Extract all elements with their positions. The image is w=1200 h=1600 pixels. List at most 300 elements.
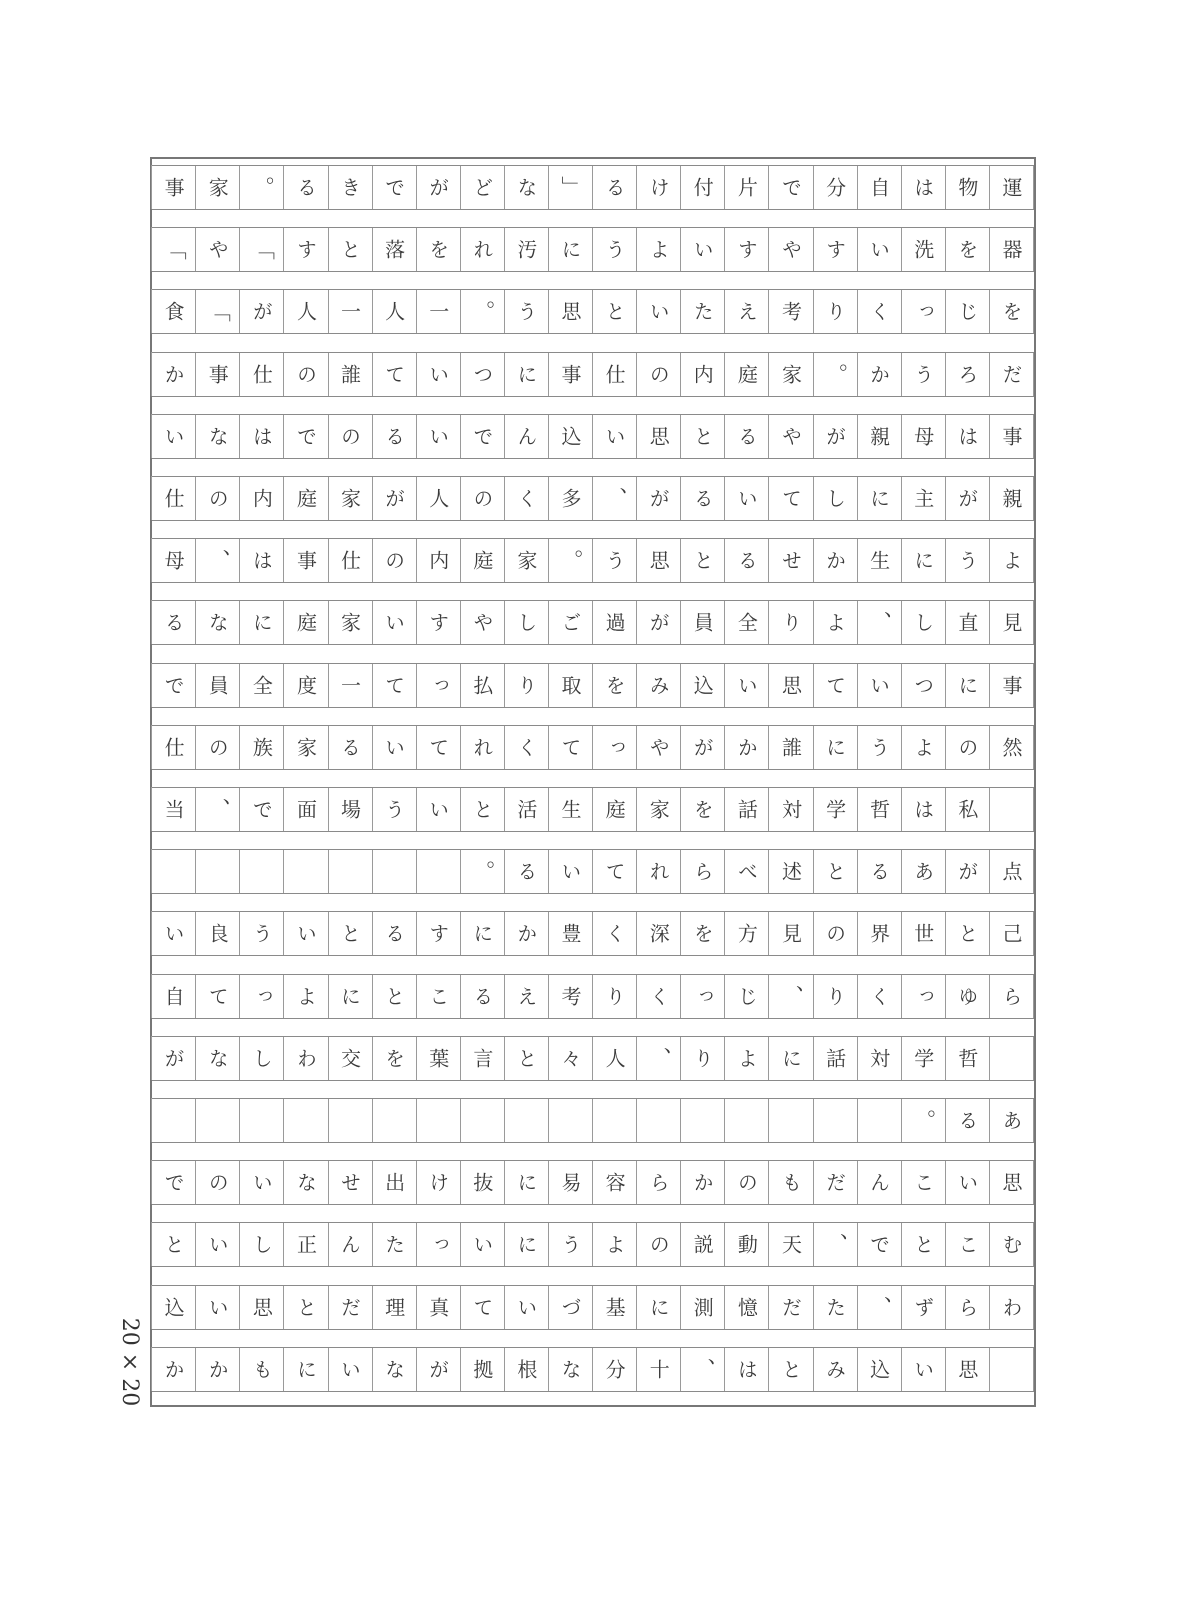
grid-cell: ご (548, 600, 593, 644)
grid-cell: 庭 (592, 787, 637, 831)
grid-cell: 、 (813, 1222, 858, 1266)
grid-cell: 内 (680, 352, 725, 396)
grid-cell: 。 (548, 538, 593, 582)
grid-cell: し (239, 1222, 284, 1266)
grid-cell: こ (416, 974, 461, 1018)
grid-line (152, 396, 1034, 397)
grid-cell: て (372, 352, 417, 396)
grid-cell (372, 1098, 417, 1142)
grid-cell: し (813, 476, 858, 520)
grid-cell: 界 (857, 911, 902, 955)
grid-cell: か (151, 1347, 196, 1391)
grid-row (152, 911, 1034, 955)
grid-cell: 言 (460, 1036, 505, 1080)
grid-line (152, 769, 1034, 770)
grid-cell: あ (989, 1098, 1034, 1142)
grid-cell: い (857, 227, 902, 271)
grid-cell: が (416, 1347, 461, 1391)
grid-cell: 、 (195, 538, 240, 582)
grid-cell (239, 849, 284, 893)
grid-cell: 。 (460, 289, 505, 333)
grid-cell: の (195, 476, 240, 520)
grid-cell: 交 (328, 1036, 373, 1080)
grid-cell: で (151, 663, 196, 707)
grid-cell: 全 (239, 663, 284, 707)
grid-cell: う (592, 227, 637, 271)
grid-cell: た (813, 1285, 858, 1329)
grid-cell: 仕 (239, 352, 284, 396)
grid-cell (372, 849, 417, 893)
grid-cell: れ (460, 227, 505, 271)
grid-cell: す (813, 227, 858, 271)
grid-cell: 払 (460, 663, 505, 707)
grid-cell: の (328, 414, 373, 458)
grid-cell: て (460, 1285, 505, 1329)
grid-cell: 家 (636, 787, 681, 831)
grid-cell (239, 1098, 284, 1142)
grid-line (152, 520, 1034, 521)
grid-cell: 思 (636, 538, 681, 582)
grid-line (152, 1391, 1034, 1392)
grid-cell: わ (989, 1285, 1034, 1329)
grid-cell: だ (768, 1285, 813, 1329)
grid-cell: も (239, 1347, 284, 1391)
grid-cell: よ (813, 600, 858, 644)
grid-cell: い (151, 414, 196, 458)
grid-cell: 憶 (724, 1285, 769, 1329)
grid-cell: い (195, 1222, 240, 1266)
grid-cell: と (901, 1222, 946, 1266)
grid-cell: っ (901, 974, 946, 1018)
grid-cell: か (680, 1160, 725, 1204)
grid-row-cells (152, 538, 1034, 582)
grid-cell: い (724, 663, 769, 707)
grid-cell: 一 (416, 289, 461, 333)
grid-cell: 人 (416, 476, 461, 520)
grid-row (152, 787, 1034, 831)
grid-cell: じ (945, 289, 990, 333)
grid-line (152, 1285, 1034, 1286)
grid-cell: は (724, 1347, 769, 1391)
grid-row-cells (152, 476, 1034, 520)
grid-cell: こ (945, 1222, 990, 1266)
grid-cell: 員 (680, 600, 725, 644)
grid-size-label: 20 × 20 (117, 1317, 143, 1407)
grid-cell: 親 (989, 476, 1034, 520)
grid-cell: 点 (989, 849, 1034, 893)
grid-line (152, 1080, 1034, 1081)
grid-cell: や (768, 414, 813, 458)
grid-cell: る (592, 165, 637, 209)
grid-cell: た (372, 1222, 417, 1266)
grid-cell: っ (416, 663, 461, 707)
grid-cell: は (945, 414, 990, 458)
grid-cell: 込 (857, 1347, 902, 1391)
grid-cell: 生 (548, 787, 593, 831)
grid-cell (724, 1098, 769, 1142)
grid-cell: 出 (372, 1160, 417, 1204)
grid-cell: が (636, 600, 681, 644)
manuscript-grid-paper (150, 157, 1036, 1407)
grid-cell: な (548, 1347, 593, 1391)
grid-line (152, 458, 1034, 459)
grid-cell: 付 (680, 165, 725, 209)
grid-cell: 生 (857, 538, 902, 582)
grid-cell: に (945, 663, 990, 707)
grid-cell: 落 (372, 227, 417, 271)
grid-cell: 人 (283, 289, 328, 333)
grid-cell: 考 (768, 289, 813, 333)
grid-row (152, 414, 1034, 458)
grid-line (152, 893, 1034, 894)
grid-cell: か (151, 352, 196, 396)
grid-cell: 。 (239, 165, 284, 209)
grid-cell: 良 (195, 911, 240, 955)
grid-cell: 話 (813, 1036, 858, 1080)
grid-cell: 家 (328, 476, 373, 520)
grid-cell: 見 (768, 911, 813, 955)
grid-cell: 母 (901, 414, 946, 458)
grid-row-cells (152, 1098, 1034, 1142)
grid-cell: る (283, 165, 328, 209)
grid-cell: ず (901, 1285, 946, 1329)
grid-cell: う (592, 538, 637, 582)
grid-cell: い (416, 414, 461, 458)
grid-cell: を (680, 911, 725, 955)
grid-cell: 真 (416, 1285, 461, 1329)
grid-row-cells (152, 1160, 1034, 1204)
grid-cell: 方 (724, 911, 769, 955)
grid-cell: が (372, 476, 417, 520)
grid-line (152, 414, 1034, 415)
grid-cell: い (504, 1285, 549, 1329)
grid-cell: に (636, 1285, 681, 1329)
grid-cell: が (945, 849, 990, 893)
grid-cell: 内 (239, 476, 284, 520)
grid-cell: あ (901, 849, 946, 893)
grid-cell: て (416, 725, 461, 769)
grid-cell: 事 (151, 165, 196, 209)
grid-cell: 誰 (768, 725, 813, 769)
grid-cell: っ (239, 974, 284, 1018)
grid-cell: 、 (768, 974, 813, 1018)
grid-cell: の (636, 1222, 681, 1266)
grid-cell: け (416, 1160, 461, 1204)
grid-cell: の (724, 1160, 769, 1204)
grid-cell: る (328, 725, 373, 769)
grid-cell: に (239, 600, 284, 644)
grid-row (152, 1347, 1034, 1391)
grid-cell: だ (328, 1285, 373, 1329)
grid-cell: み (813, 1347, 858, 1391)
grid-line (152, 352, 1034, 353)
grid-row (152, 1098, 1034, 1142)
grid-cell: 家 (283, 725, 328, 769)
grid-cell: い (724, 476, 769, 520)
grid-row (152, 1285, 1034, 1329)
grid-cell: う (945, 538, 990, 582)
grid-cell: と (328, 227, 373, 271)
grid-cell: 場 (328, 787, 373, 831)
grid-cell: ん (857, 1160, 902, 1204)
grid-row-cells (152, 849, 1034, 893)
grid-cell: 述 (768, 849, 813, 893)
grid-line (152, 582, 1034, 583)
grid-cell: 度 (283, 663, 328, 707)
grid-row (152, 1036, 1034, 1080)
grid-cell: な (195, 414, 240, 458)
grid-cell: 思 (989, 1160, 1034, 1204)
grid-cell: よ (901, 725, 946, 769)
grid-cell: 私 (945, 787, 990, 831)
grid-cell: ろ (945, 352, 990, 396)
grid-cell: だ (813, 1160, 858, 1204)
grid-cell: が (151, 1036, 196, 1080)
grid-cell: に (901, 538, 946, 582)
grid-cell: 動 (724, 1222, 769, 1266)
grid-cell: か (857, 352, 902, 396)
grid-cell: は (901, 787, 946, 831)
grid-row (152, 476, 1034, 520)
grid-cell: わ (283, 1036, 328, 1080)
grid-cell: え (724, 289, 769, 333)
grid-cell: 思 (239, 1285, 284, 1329)
grid-cell: な (504, 165, 549, 209)
grid-cell: い (680, 227, 725, 271)
grid-cell: 、 (857, 600, 902, 644)
grid-cell: 母 (151, 538, 196, 582)
grid-cell: 考 (548, 974, 593, 1018)
grid-cell: 全 (724, 600, 769, 644)
grid-cell: 理 (372, 1285, 417, 1329)
grid-cell: い (372, 600, 417, 644)
grid-line (152, 911, 1034, 912)
grid-cell: 容 (592, 1160, 637, 1204)
grid-cell: と (813, 849, 858, 893)
grid-cell: い (372, 725, 417, 769)
grid-cell: 々 (548, 1036, 593, 1080)
grid-cell: か (724, 725, 769, 769)
grid-cell: に (548, 227, 593, 271)
grid-cell (283, 849, 328, 893)
grid-cell: 込 (151, 1285, 196, 1329)
grid-cell: 一 (328, 289, 373, 333)
grid-cell (592, 1098, 637, 1142)
grid-cell: と (768, 1347, 813, 1391)
grid-cell: は (239, 414, 284, 458)
grid-cell: く (504, 725, 549, 769)
grid-cell: 説 (680, 1222, 725, 1266)
grid-cell: 。 (901, 1098, 946, 1142)
grid-cell: 庭 (283, 600, 328, 644)
grid-row-cells (152, 600, 1034, 644)
grid-cell: い (901, 1347, 946, 1391)
grid-cell: 豊 (548, 911, 593, 955)
grid-cell: と (504, 1036, 549, 1080)
grid-cell: 込 (548, 414, 593, 458)
grid-cell: 測 (680, 1285, 725, 1329)
grid-row-cells (152, 974, 1034, 1018)
grid-row (152, 165, 1034, 209)
grid-row-cells (152, 414, 1034, 458)
grid-row-cells (152, 787, 1034, 831)
grid-cell: 思 (548, 289, 593, 333)
grid-cell: や (768, 227, 813, 271)
grid-cell: 、 (195, 787, 240, 831)
grid-cell: う (857, 725, 902, 769)
grid-cell: る (857, 849, 902, 893)
grid-cell: 仕 (151, 476, 196, 520)
grid-cell (989, 1347, 1034, 1391)
grid-cell: と (372, 974, 417, 1018)
grid-line (152, 1036, 1034, 1037)
grid-cell: 思 (768, 663, 813, 707)
grid-cell: 自 (857, 165, 902, 209)
grid-cell: か (813, 538, 858, 582)
grid-cell: よ (592, 1222, 637, 1266)
grid-cell: 誰 (328, 352, 373, 396)
grid-cell: る (680, 476, 725, 520)
grid-cell: る (372, 911, 417, 955)
grid-cell: や (195, 227, 240, 271)
grid-cell: 仕 (592, 352, 637, 396)
grid-line (152, 476, 1034, 477)
grid-cell: つ (460, 352, 505, 396)
grid-cell: る (372, 414, 417, 458)
grid-cell: い (857, 663, 902, 707)
grid-cell (460, 1098, 505, 1142)
grid-cell: く (857, 289, 902, 333)
grid-row (152, 725, 1034, 769)
grid-cell: と (460, 787, 505, 831)
grid-cell: 哲 (945, 1036, 990, 1080)
grid-cell: る (151, 600, 196, 644)
grid-cell: を (372, 1036, 417, 1080)
grid-cell: 一 (328, 663, 373, 707)
grid-line (152, 1142, 1034, 1143)
grid-cell: 然 (989, 725, 1034, 769)
grid-cell: 思 (636, 414, 681, 458)
grid-cell: と (945, 911, 990, 955)
grid-cell: よ (636, 227, 681, 271)
grid-cell: 洗 (901, 227, 946, 271)
grid-cell: っ (901, 289, 946, 333)
grid-cell: を (680, 787, 725, 831)
grid-cell: の (372, 538, 417, 582)
grid-cell: が (416, 165, 461, 209)
grid-cell: に (328, 974, 373, 1018)
grid-cell (857, 1098, 902, 1142)
grid-cell: く (636, 974, 681, 1018)
grid-cell: 事 (283, 538, 328, 582)
grid-cell: の (813, 911, 858, 955)
grid-cell: く (504, 476, 549, 520)
grid-cell: 葉 (416, 1036, 461, 1080)
grid-cell: ゆ (945, 974, 990, 1018)
grid-cell: 汚 (504, 227, 549, 271)
grid-cell: 器 (989, 227, 1034, 271)
grid-cell (195, 849, 240, 893)
grid-cell: し (239, 1036, 284, 1080)
grid-cell: え (504, 974, 549, 1018)
grid-cell: 込 (680, 663, 725, 707)
grid-line (152, 1018, 1034, 1019)
grid-cell (813, 1098, 858, 1142)
grid-cell: 易 (548, 1160, 593, 1204)
grid-cell: や (636, 725, 681, 769)
grid-cell: 運 (989, 165, 1034, 209)
grid-cell: 世 (901, 911, 946, 955)
grid-line (152, 209, 1034, 210)
grid-cell: は (239, 538, 284, 582)
grid-cell: っ (416, 1222, 461, 1266)
grid-cell: れ (460, 725, 505, 769)
grid-cell: の (636, 352, 681, 396)
grid-row-cells (152, 289, 1034, 333)
grid-cell: と (328, 911, 373, 955)
grid-cell: て (768, 476, 813, 520)
grid-cell: 主 (901, 476, 946, 520)
grid-cell: い (283, 911, 328, 955)
grid-cell: で (372, 165, 417, 209)
grid-cell: け (636, 165, 681, 209)
grid-cell: 食 (151, 289, 196, 333)
grid-cell: ら (680, 849, 725, 893)
grid-cell: じ (724, 974, 769, 1018)
grid-cell: に (768, 1036, 813, 1080)
grid-cell: な (195, 600, 240, 644)
grid-cell: し (901, 600, 946, 644)
grid-cell: 。 (460, 849, 505, 893)
grid-cell: い (239, 1160, 284, 1204)
grid-cell: 学 (813, 787, 858, 831)
grid-cell: り (592, 974, 637, 1018)
grid-cell: っ (680, 974, 725, 1018)
grid-line (152, 1098, 1034, 1099)
grid-line (152, 333, 1034, 334)
grid-row (152, 1160, 1034, 1204)
grid-cell: く (592, 911, 637, 955)
grid-cell: き (328, 165, 373, 209)
grid-cell: が (239, 289, 284, 333)
grid-cell: の (195, 1160, 240, 1204)
grid-cell (636, 1098, 681, 1142)
grid-cell: 事 (195, 352, 240, 396)
grid-cell: て (592, 849, 637, 893)
grid-row-cells (152, 1036, 1034, 1080)
grid-cell: 「 (151, 227, 196, 271)
grid-cell: 根 (504, 1347, 549, 1391)
grid-cell: と (283, 1285, 328, 1329)
grid-cell: 分 (592, 1347, 637, 1391)
grid-row (152, 289, 1034, 333)
grid-cell: っ (592, 725, 637, 769)
grid-cell: と (151, 1222, 196, 1266)
grid-cell: を (989, 289, 1034, 333)
grid-row (152, 538, 1034, 582)
grid-cell: る (504, 849, 549, 893)
grid-cell: ど (460, 165, 505, 209)
grid-cell: せ (328, 1160, 373, 1204)
grid-cell: て (372, 663, 417, 707)
grid-cell: の (945, 725, 990, 769)
grid-cell: い (416, 787, 461, 831)
grid-cell: い (945, 1160, 990, 1204)
grid-row-cells (152, 1347, 1034, 1391)
grid-cell: 学 (901, 1036, 946, 1080)
grid-cell: ら (989, 974, 1034, 1018)
grid-cell: な (283, 1160, 328, 1204)
